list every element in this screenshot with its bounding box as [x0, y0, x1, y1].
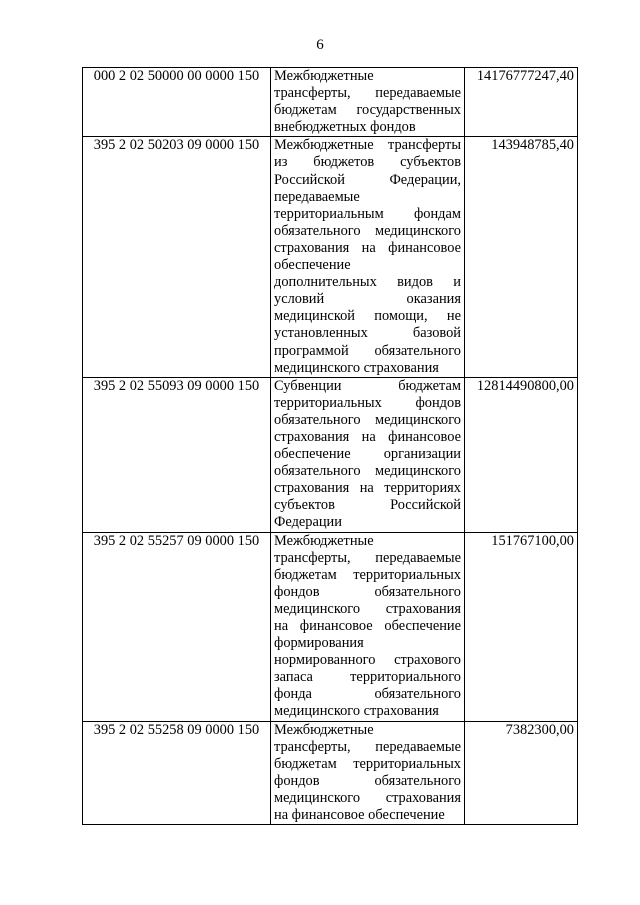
budget-name-line: медицинского страхования	[274, 703, 439, 720]
budget-name-cell	[271, 137, 465, 377]
budget-name-line: Межбюджетные	[274, 721, 374, 738]
table-row	[83, 532, 578, 721]
budget-name-line: субъектов Российской	[274, 497, 461, 514]
budget-name-line: обеспечение организации	[274, 446, 461, 463]
budget-name-line: на финансовое обеспечение	[274, 618, 461, 634]
budget-amount-cell: 12814490800,00	[465, 377, 578, 532]
budget-code-cell: 395 2 02 50203 09 0000 150	[83, 137, 271, 377]
budget-amount-cell: 143948785,40	[465, 137, 578, 377]
budget-name-line: Субвенции бюджетам	[274, 377, 461, 394]
budget-name-line: установленных базовой	[274, 325, 461, 342]
budget-name-line: программой обязательного	[274, 342, 461, 359]
budget-name-line: передаваемые	[274, 188, 360, 205]
budget-name-line: обязательного медицинского	[274, 463, 461, 480]
budget-code-cell: 395 2 02 55258 09 0000 150	[83, 721, 271, 825]
budget-name-line: условий оказания	[274, 291, 461, 308]
budget-name-line: запаса территориального	[274, 669, 461, 686]
budget-name-line: Межбюджетные	[274, 68, 374, 84]
table-row	[83, 721, 578, 825]
budget-name-line: из бюджетов субъектов	[274, 154, 461, 171]
budget-name-line: медицинской помощи, не	[274, 308, 461, 325]
budget-name-line: нормированного страхового	[274, 652, 461, 669]
budget-name-line: трансферты, передаваемые	[274, 549, 461, 566]
budget-name-line: Межбюджетные	[274, 532, 374, 549]
budget-name-cell	[271, 377, 465, 532]
budget-table-body	[83, 68, 578, 825]
budget-table	[82, 67, 578, 825]
budget-name-line: территориальных фондов	[274, 394, 461, 411]
budget-code-cell: 395 2 02 55257 09 0000 150	[83, 532, 271, 721]
budget-name-line: страхования на финансовое	[274, 239, 461, 256]
budget-name-line: обязательного медицинского	[274, 411, 461, 428]
table-row	[83, 68, 578, 137]
budget-name-line: внебюджетных фондов	[274, 119, 416, 136]
budget-name-line: Федерации	[274, 514, 342, 531]
budget-amount-cell: 151767100,00	[465, 532, 578, 721]
budget-name-line: медицинского страхования	[274, 600, 461, 617]
budget-name-line: фонда обязательного	[274, 686, 461, 703]
budget-name-line: Межбюджетные трансферты	[274, 137, 461, 154]
budget-name-cell	[271, 721, 465, 825]
budget-name-line: фондов обязательного	[274, 583, 461, 600]
budget-name-line: трансферты, передаваемые	[274, 85, 461, 102]
budget-name-line: дополнительных видов и	[274, 274, 461, 291]
budget-code-cell: 395 2 02 55093 09 0000 150	[83, 377, 271, 532]
budget-name-line: территориальным фондам	[274, 205, 461, 222]
budget-code-cell: 000 2 02 50000 00 0000 150	[83, 68, 271, 137]
budget-name-cell	[271, 532, 465, 721]
budget-name-line: обязательного медицинского	[274, 222, 461, 239]
budget-name-line: Российской Федерации,	[274, 171, 461, 188]
budget-name-line: бюджетам государственных	[274, 102, 461, 119]
page-number: 6	[316, 37, 324, 53]
budget-name-line: формирования	[274, 635, 364, 652]
budget-name-line: медицинского страхования	[274, 359, 439, 376]
budget-amount-cell: 7382300,00	[465, 721, 578, 825]
budget-name-line: обеспечение	[274, 257, 351, 274]
budget-name-line: страхования на территориях	[274, 480, 461, 497]
table-row	[83, 137, 578, 377]
budget-name-line: на финансовое обеспечение	[274, 807, 445, 824]
budget-name-line: бюджетам территориальных	[274, 566, 461, 583]
budget-name-cell	[271, 68, 465, 137]
budget-name-line: фондов обязательного	[274, 772, 461, 789]
budget-amount-cell: 14176777247,40	[465, 68, 578, 137]
budget-name-line: бюджетам территориальных	[274, 755, 461, 772]
budget-name-line: страхования на финансовое	[274, 428, 461, 445]
table-row	[83, 377, 578, 532]
budget-name-line: медицинского страхования	[274, 789, 461, 806]
budget-name-line: трансферты, передаваемые	[274, 738, 461, 755]
